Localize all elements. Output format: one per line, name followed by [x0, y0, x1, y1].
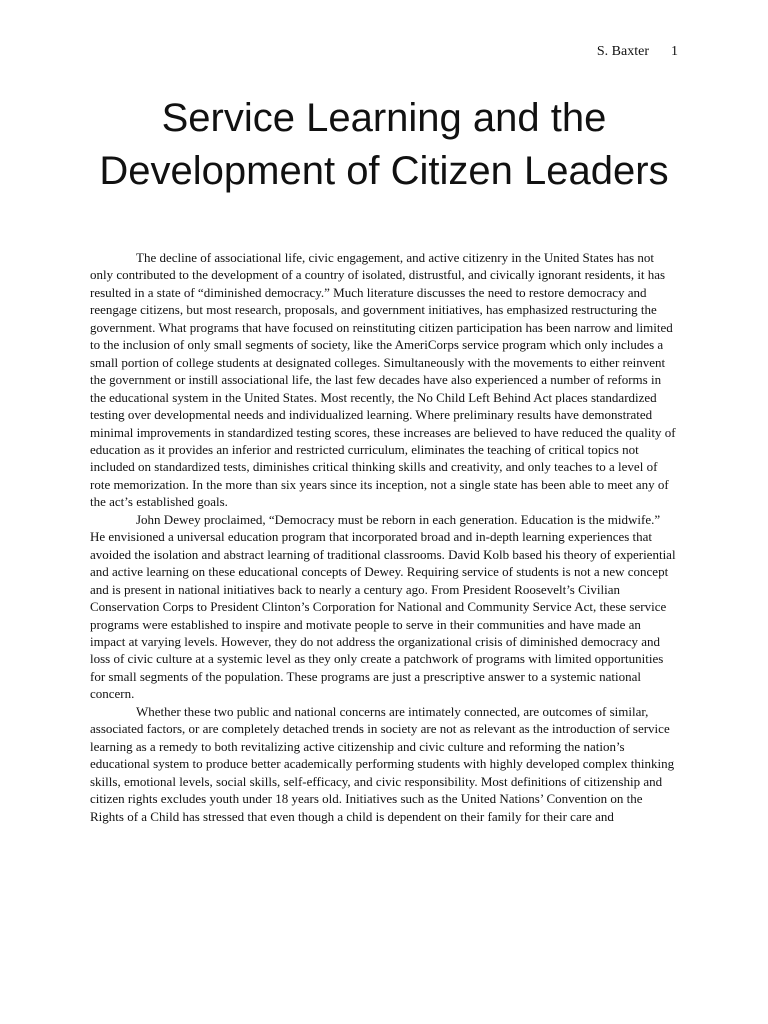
running-header	[597, 44, 678, 60]
document-title: Service Learning and the Development of Citizen Leaders	[99, 96, 669, 193]
page-number: 1	[671, 44, 678, 59]
body-paragraph: John Dewey proclaimed, “Democracy must be reborn in each generation. Education is the midwife.” He envisioned a universal education program that incorporated broad and in-depth learning experiences that avoided the isolation and abstract learning of traditional classrooms. David Kolb based his theory of experiential and active learning on these educational concepts of Dewey. Requiring service of students is not a new concept and is present in national initiatives back to nearly a century ago. From President Roosevelt’s Civilian Conservation Corps to President Clinton’s Corporation for National and Community Service Act, these service programs were established to inspire and motivate people to serve in their communities and have made an impact at varying levels. However, they do not address the organizational crisis of diminished democracy and loss of civic culture at a systemic level as they only create a patchwork of programs with limited opportunities for small segments of the population. These programs are just a prescriptive answer to a systemic national concern.	[90, 511, 676, 702]
document-body	[90, 249, 678, 825]
body-paragraph: The decline of associational life, civic engagement, and active citizenry in the United States has not only contributed to the development of a country of isolated, distrustful, and civically ignorant residents, it has resulted in a state of “diminished democracy.” Much literature discusses the need to restore democracy and reengage citizens, but most research, proposals, and government initiatives, has emphasized restructuring the government. What programs that have focused on reinstituting citizen participation has been narrow and limited to the inclusion of only small segments of society, like the AmeriCorps service program which only includes a small portion of college students at designated colleges. Simultaneously with the movements to either reinvent the government or instill associational life, the last few decades have also experienced a number of reforms in the educational system in the United States. Most recently, the No Child Left Behind Act places standardized testing over developmental needs and individualized learning. Where preliminary results have demonstrated minimal improvements in standardized testing scores, these increases are believed to have reduced the quality of education as it provides an inferior and restricted curriculum, eliminates the teaching of critical topics not included on standardized tests, diminishes critical thinking skills and creativity, and only teaches to a level of rote memorization. In the more than six years since its inception, not a single state has been able to meet any of the act’s established goals.	[90, 250, 676, 510]
body-paragraph: Whether these two public and national concerns are intimately connected, are outcomes of similar, associated factors, or are completely detached trends in society are not as relevant as the introduction of service learning as a remedy to both revitalizing active citizenship and civic culture and reforming the nation’s educational system to produce better academically performing students with highly developed complex thinking skills, emotional levels, social skills, self-efficacy, and civic responsibility. Most definitions of citizenship and citizen rights excludes youth under 18 years old. Initiatives such as the United Nations’ Convention on the Rights of a Child has stressed that even though a child is dependent on their family for their care and	[90, 703, 675, 824]
header-author: S. Baxter	[596, 44, 649, 59]
